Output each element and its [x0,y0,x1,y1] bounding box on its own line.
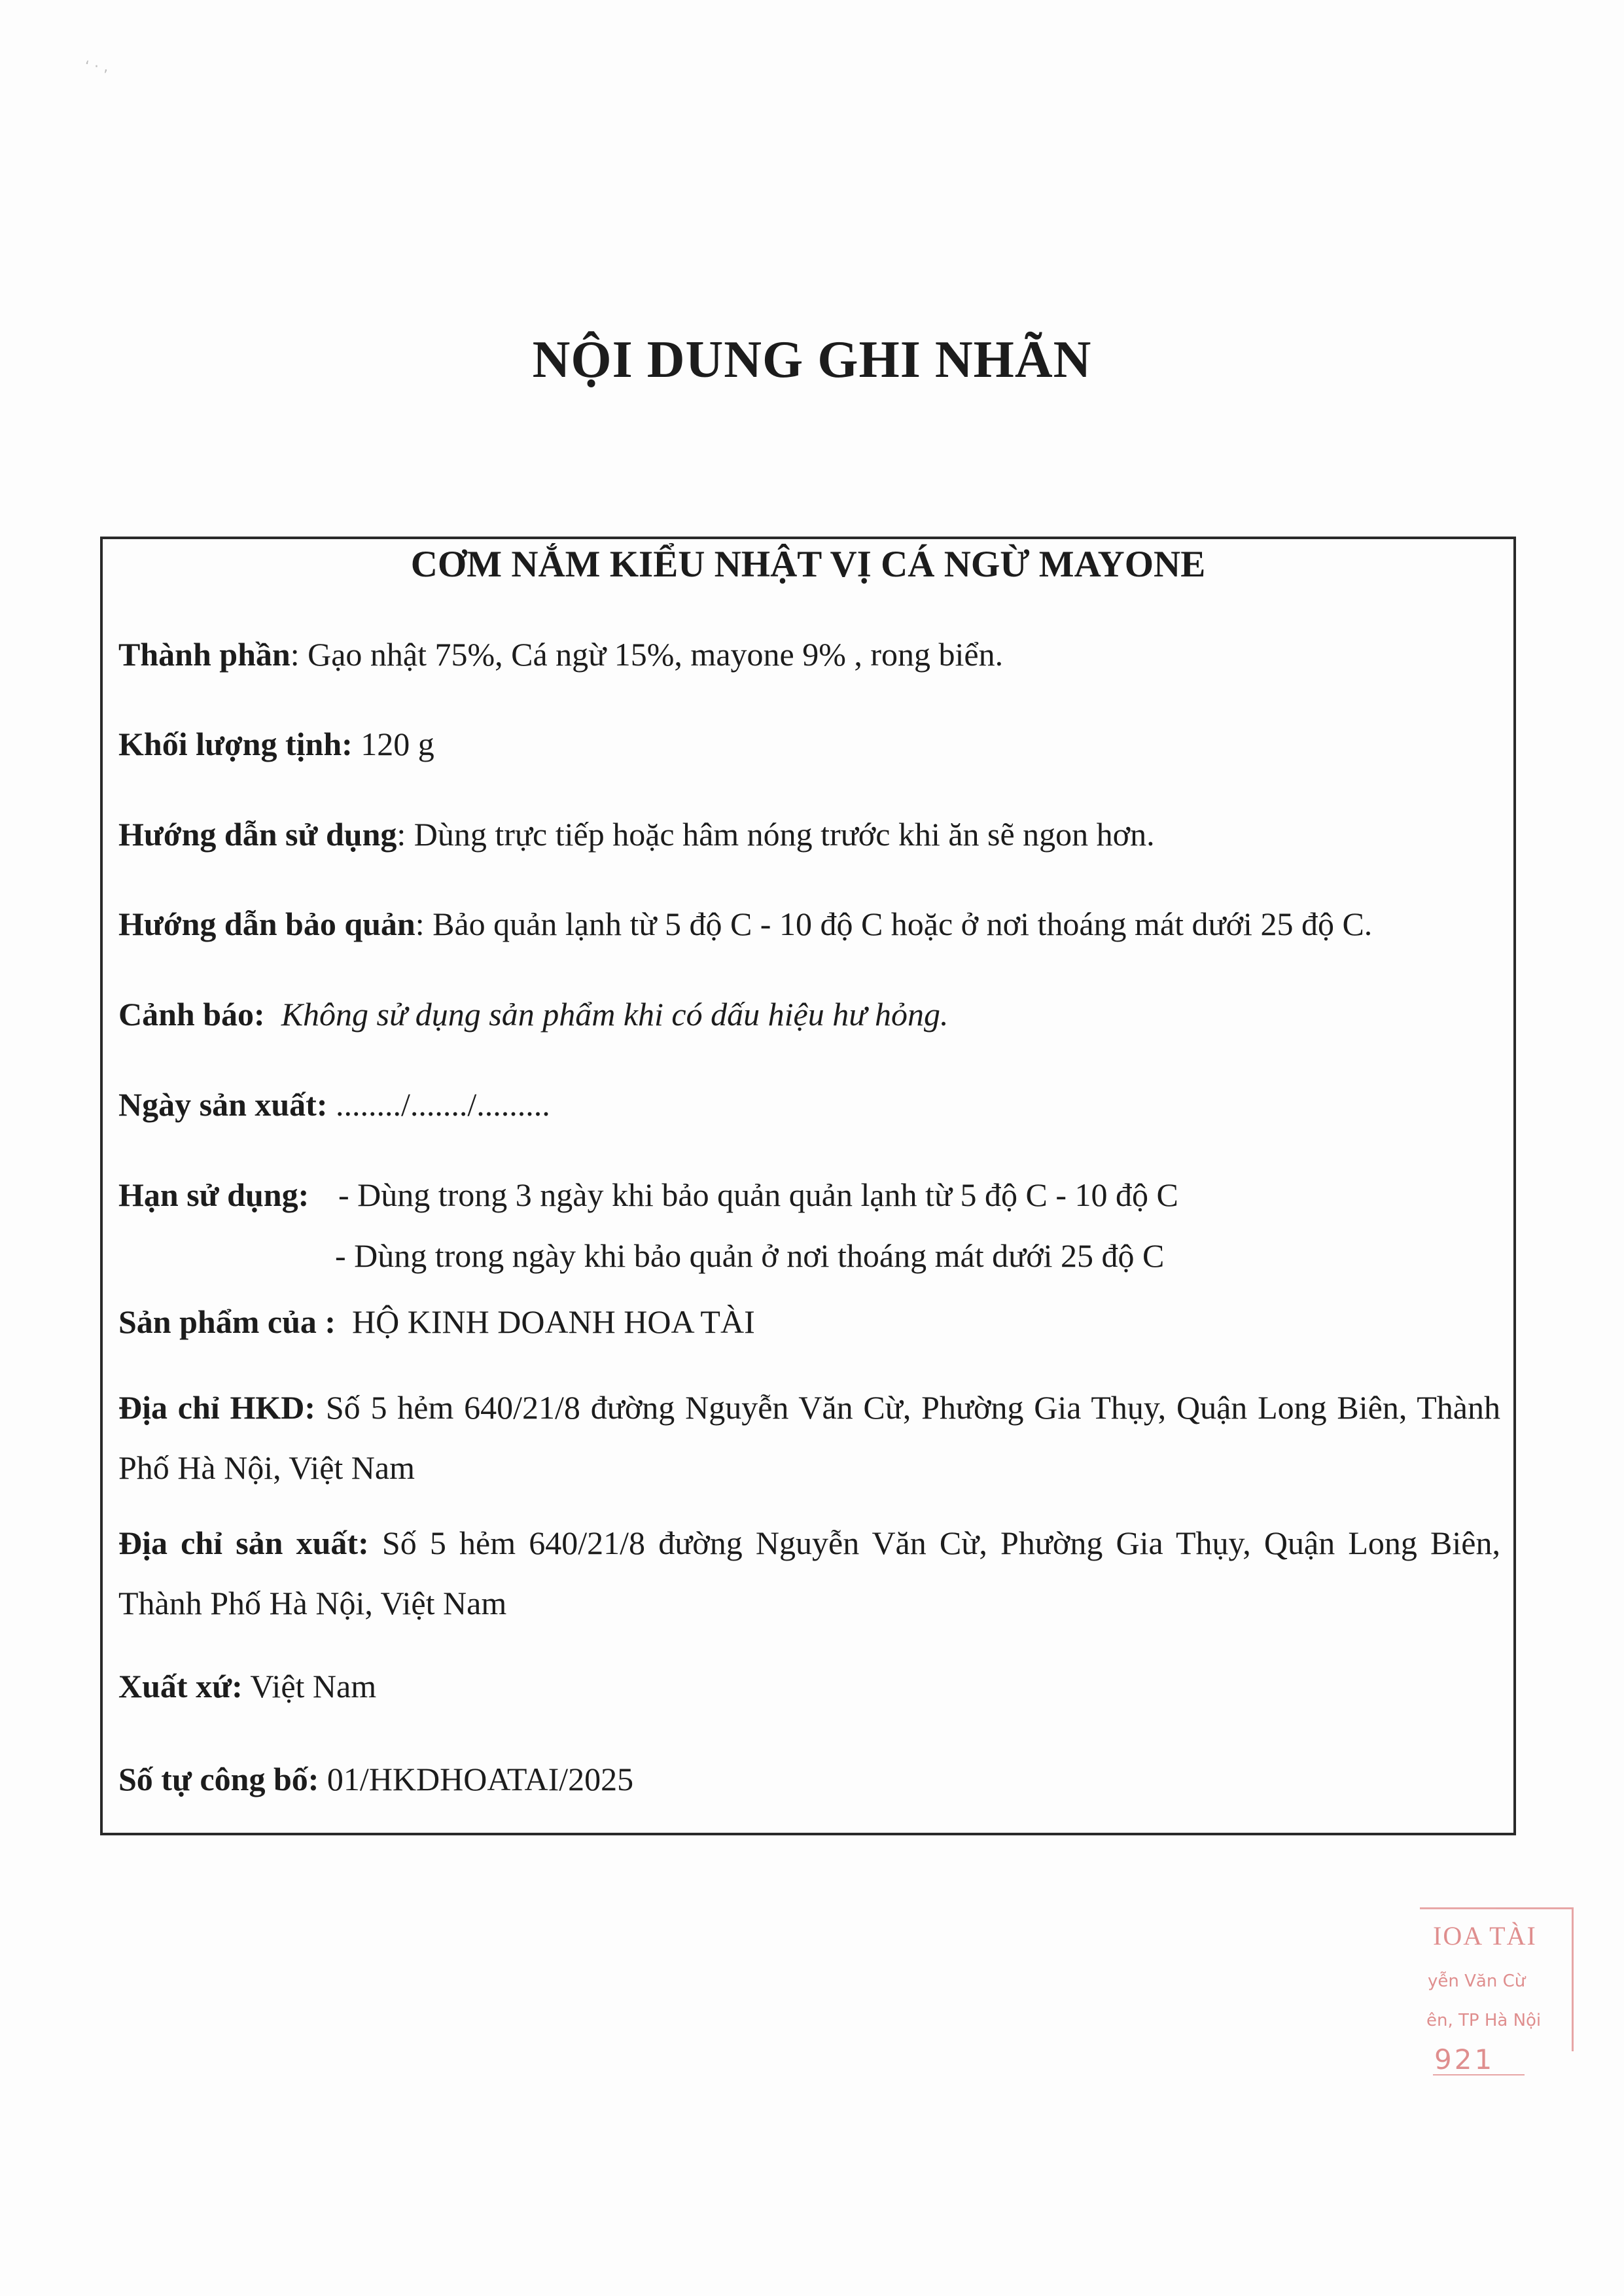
ingredients-label: Thành phần [118,636,291,673]
product-name: CƠM NẮM KIỂU NHẬT VỊ CÁ NGỪ MAYONE [410,544,1206,585]
warning-value: Không sử dụng sản phẩm khi có dấu hiệu hư hỏng. [281,996,949,1033]
origin-value: Việt Nam [242,1668,377,1704]
business-address-label: Địa chỉ HKD: [118,1389,316,1426]
manufacture-date-row [118,1085,1500,1124]
company-stamp [1420,1907,1577,2091]
stamp-frame-right [1572,1907,1574,2051]
declaration-number-value: 01/HKDHOATAI/2025 [319,1761,634,1797]
stamp-frame-bottom [1433,2074,1525,2075]
manufacture-date-label: Ngày sản xuất: [118,1086,328,1123]
storage-row [118,904,1500,944]
storage-value: : Bảo quản lạnh từ 5 độ C - 10 độ C hoặc ở nơi thoáng mát dưới 25 độ C. [415,906,1373,942]
page-title: NỘI DUNG GHI NHÃN [532,331,1092,389]
usage-value: : Dùng trực tiếp hoặc hâm nóng trước khi ăn sẽ ngon hơn. [397,816,1155,853]
production-address-label: Địa chỉ sản xuất: [118,1525,369,1561]
producer-row [118,1302,1500,1341]
business-address-row [118,1377,1500,1498]
usage-label: Hướng dẫn sử dụng [118,816,397,853]
usage-row [118,815,1500,854]
stamp-line-1: IOA TÀI [1433,1921,1537,1951]
net-weight-value: 120 g [352,726,434,762]
ingredients-row [118,635,1500,674]
declaration-number-row [118,1759,1500,1799]
expiry-line-1: - Dùng trong 3 ngày khi bảo quản quản lạnh từ 5 độ C - 10 độ C [338,1176,1178,1213]
scan-speck: ‘ · ‚ [85,59,108,75]
stamp-line-2: yễn Văn Cừ [1428,1971,1526,1991]
production-address-row [118,1513,1500,1633]
stamp-frame-top [1420,1907,1574,1909]
net-weight-label: Khối lượng tịnh: [118,726,353,762]
net-weight-row [118,724,1500,764]
declaration-number-label: Số tự công bố: [118,1761,319,1797]
origin-row [118,1667,1500,1706]
warning-label: Cảnh báo: [118,996,265,1033]
manufacture-date-value: ......../......./......... [327,1086,550,1123]
expiry-label: Hạn sử dụng: [118,1176,309,1213]
production-address-value: Số 5 hẻm 640/21/8 đường Nguyễn Văn Cừ, Phường Gia Thụy, Quận Long Biên, Thành Phố Hà Nội, Việt Nam [118,1525,1500,1621]
warning-row [118,995,1500,1034]
origin-label: Xuất xứ: [118,1668,243,1704]
expiry-line-2: - Dùng trong ngày khi bảo quản ở nơi thoáng mát dưới 25 độ C [335,1237,1165,1274]
storage-label: Hướng dẫn bảo quản [118,906,415,942]
stamp-line-3: ên, TP Hà Nội [1426,2011,1542,2030]
ingredients-value: : Gạo nhật 75%, Cá ngừ 15%, mayone 9% , rong biển. [290,636,1004,673]
stamp-line-4: 921 [1434,2043,1495,2075]
producer-value: HỘ KINH DOANH HOA TÀI [352,1303,755,1340]
label-box [100,537,1516,1835]
business-address-value: Số 5 hẻm 640/21/8 đường Nguyễn Văn Cừ, Phường Gia Thụy, Quận Long Biên, Thành Phố Hà Nội, Việt Nam [118,1389,1500,1486]
producer-label: Sản phẩm của : [118,1303,336,1340]
